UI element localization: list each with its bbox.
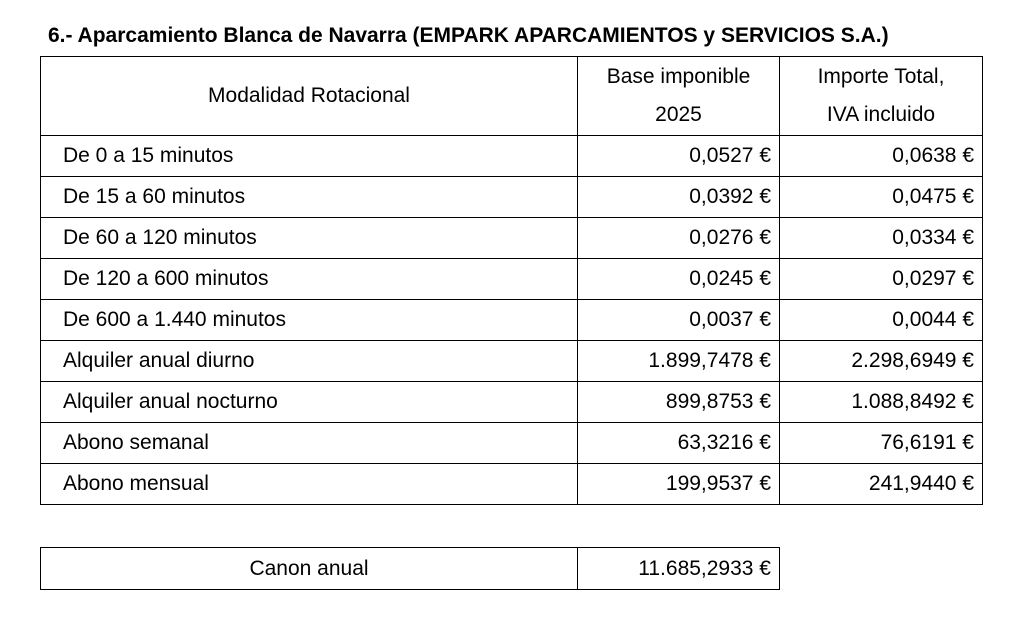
table-row [41, 423, 983, 464]
header-modalidad: Modalidad Rotacional [41, 57, 578, 136]
canon-value: 11.685,2933 € [578, 548, 780, 590]
row-base-value: 199,9537 € [578, 464, 780, 505]
document-title: 6.- Aparcamiento Blanca de Navarra (EMPARK APARCAMIENTOS y SERVICIOS S.A.) [48, 24, 889, 47]
canon-row [41, 548, 780, 590]
table-row [41, 382, 983, 423]
row-base-value: 0,0392 € [578, 177, 780, 218]
row-base-value: 1.899,7478 € [578, 341, 780, 382]
row-total-value: 0,0475 € [780, 177, 983, 218]
table-row [41, 300, 983, 341]
row-label: De 60 a 120 minutos [41, 218, 578, 259]
row-total-value: 2.298,6949 € [780, 341, 983, 382]
header-base-line1: Base imponible [606, 65, 751, 88]
row-total-value: 0,0297 € [780, 259, 983, 300]
table-row [41, 136, 983, 177]
header-base-line2: 2025 [655, 103, 702, 126]
row-total-value: 241,9440 € [780, 464, 983, 505]
header-total-line2: IVA incluido [826, 103, 936, 126]
row-base-value: 0,0276 € [578, 218, 780, 259]
row-total-value: 76,6191 € [780, 423, 983, 464]
row-total-value: 0,0044 € [780, 300, 983, 341]
table-row [41, 464, 983, 505]
row-base-value: 899,8753 € [578, 382, 780, 423]
row-base-value: 63,3216 € [578, 423, 780, 464]
row-base-value: 0,0037 € [578, 300, 780, 341]
row-label: Alquiler anual diurno [41, 341, 578, 382]
row-label: Alquiler anual nocturno [41, 382, 578, 423]
table-row [41, 341, 983, 382]
header-total-line1: Importe Total, [817, 65, 945, 88]
canon-anual-table [40, 547, 780, 590]
row-label: De 120 a 600 minutos [41, 259, 578, 300]
canon-label: Canon anual [41, 548, 578, 590]
table-row [41, 177, 983, 218]
table-row [41, 259, 983, 300]
row-total-value: 1.088,8492 € [780, 382, 983, 423]
row-label: De 15 a 60 minutos [41, 177, 578, 218]
row-total-value: 0,0334 € [780, 218, 983, 259]
row-label: De 0 a 15 minutos [41, 136, 578, 177]
row-label: Abono semanal [41, 423, 578, 464]
header-importe-total [780, 57, 983, 136]
row-total-value: 0,0638 € [780, 136, 983, 177]
row-base-value: 0,0245 € [578, 259, 780, 300]
tariff-table [40, 56, 983, 505]
table-row [41, 218, 983, 259]
row-base-value: 0,0527 € [578, 136, 780, 177]
header-row [41, 57, 983, 136]
header-base-imponible [578, 57, 780, 136]
row-label: Abono mensual [41, 464, 578, 505]
row-label: De 600 a 1.440 minutos [41, 300, 578, 341]
